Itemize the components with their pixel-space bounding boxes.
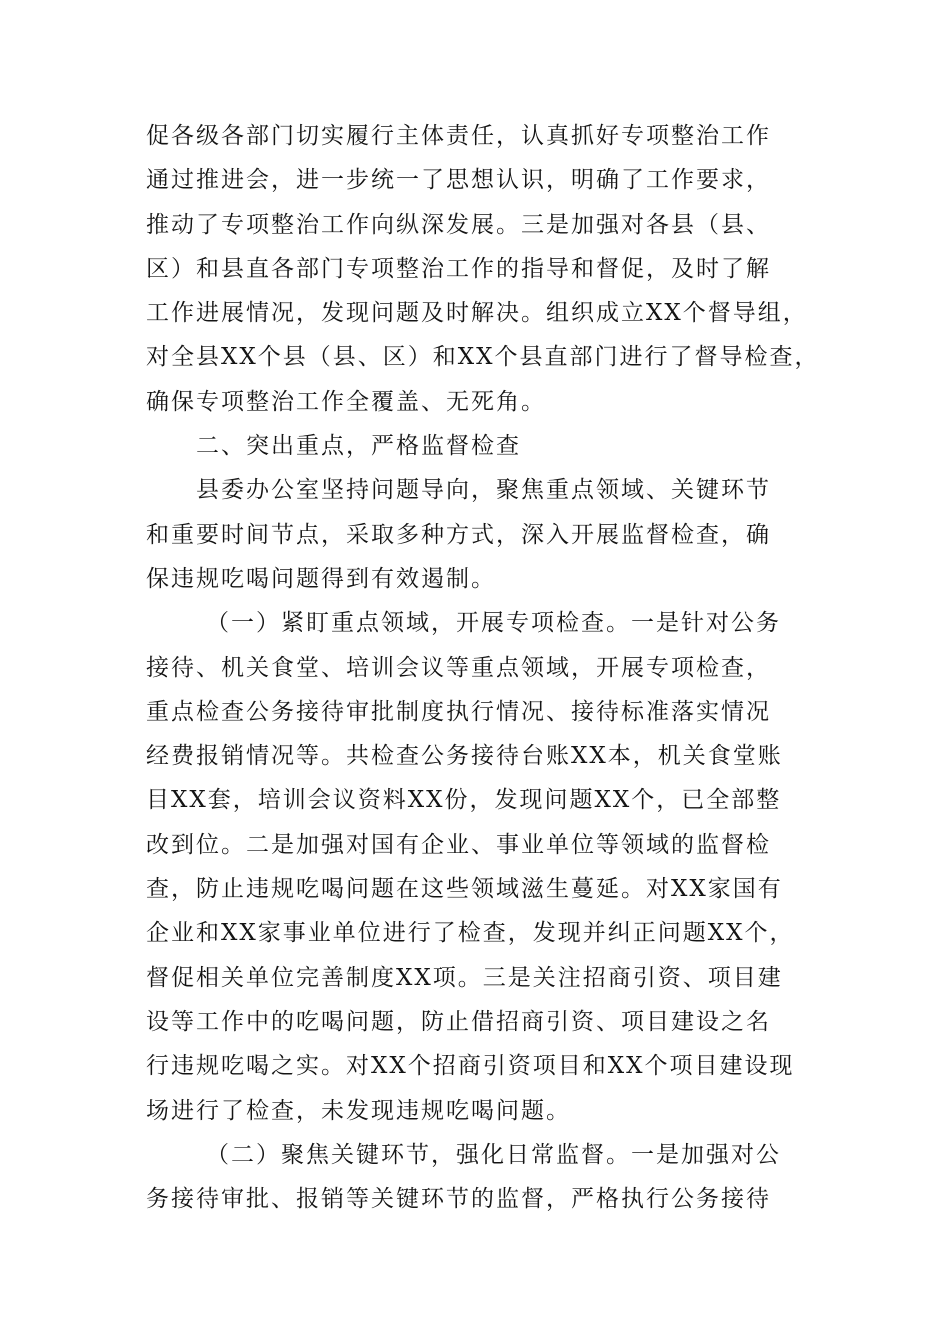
text-line: 工作进展情况，发现问题及时解决。组织成立XX个督导组， bbox=[146, 300, 808, 327]
text-line: 确保专项整治工作全覆盖、无死角。 bbox=[146, 388, 546, 415]
text-line: 推动了专项整治工作向纵深发展。三是加强对各县（县、 bbox=[146, 211, 771, 238]
text-line: 重点检查公务接待审批制度执行情况、接待标准落实情况 bbox=[146, 698, 771, 725]
text-line: 通过推进会，进一步统一了思想认识，明确了工作要求， bbox=[146, 167, 771, 194]
text-line: 督促相关单位完善制度XX项。三是关注招商引资、项目建 bbox=[146, 964, 783, 991]
body-text bbox=[146, 114, 836, 1221]
text-line: 经费报销情况等。共检查公务接待台账XX本，机关食堂账 bbox=[146, 743, 783, 770]
text-line: 促各级各部门切实履行主体责任，认真抓好专项整治工作 bbox=[146, 123, 771, 149]
text-line: 设等工作中的吃喝问题，防止借招商引资、项目建设之名 bbox=[146, 1008, 771, 1035]
text-line: 区）和县直各部门专项整治工作的指导和督促，及时了解 bbox=[146, 255, 771, 282]
text-line: 对全县XX个县（县、区）和XX个县直部门进行了督导检查， bbox=[146, 344, 820, 371]
text-line: 务接待审批、报销等关键环节的监督，严格执行公务接待 bbox=[146, 1186, 771, 1213]
subsection-heading: （一）紧盯重点领域，开展专项检查。一是针对公务 bbox=[206, 610, 781, 637]
text-line: 改到位。二是加强对国有企业、事业单位等领域的监督检 bbox=[146, 831, 771, 858]
text-line: 和重要时间节点，采取多种方式，深入开展监督检查，确 bbox=[146, 521, 771, 548]
text-line: 目XX套，培训会议资料XX份，发现问题XX个，已全部整 bbox=[146, 787, 782, 814]
text-line: 保违规吃喝问题得到有效遏制。 bbox=[146, 565, 496, 592]
subsection-heading: （二）聚焦关键环节，强化日常监督。一是加强对公 bbox=[206, 1141, 781, 1168]
paragraph-start: 县委办公室坚持问题导向，聚焦重点领域、关键环节 bbox=[196, 477, 771, 504]
text-line: 查，防止违规吃喝问题在这些领域滋生蔓延。对XX家国有 bbox=[146, 876, 783, 903]
text-line: 场进行了检查，未发现违规吃喝问题。 bbox=[146, 1097, 571, 1124]
section-heading: 二、突出重点，严格监督检查 bbox=[196, 433, 521, 460]
text-line: 行违规吃喝之实。对XX个招商引资项目和XX个项目建设现 bbox=[146, 1053, 795, 1080]
text-line: 接待、机关食堂、培训会议等重点领域，开展专项检查， bbox=[146, 654, 771, 681]
text-line: 企业和XX家事业单位进行了检查，发现并纠正问题XX个， bbox=[146, 920, 795, 947]
